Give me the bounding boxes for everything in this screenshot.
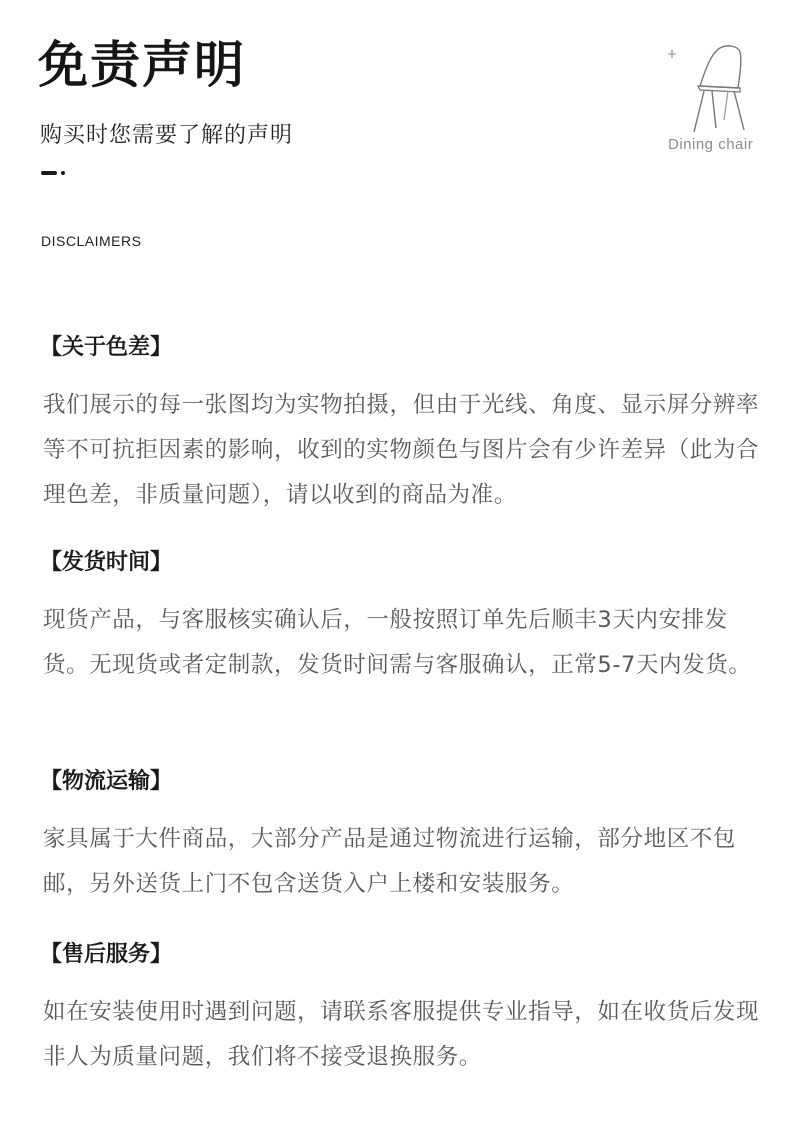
section-heading: 【关于色差】 — [40, 335, 173, 360]
section-body: 如在安装使用时遇到问题，请联系客服提供专业指导，如在收货后发现非人为质量问题，我们将不接受退换服务。 — [43, 999, 760, 1070]
page-title: 免责声明 — [38, 36, 246, 94]
page-subtitle: 购买时您需要了解的声明 — [40, 123, 294, 148]
divider-dash — [41, 171, 57, 175]
section-heading: 【物流运输】 — [40, 769, 173, 794]
section-color-difference — [40, 333, 770, 518]
english-label: DISCLAIMERS — [41, 233, 142, 249]
section-body: 现货产品，与客服核实确认后，一般按照订单先后顺丰3天内安排发货。无现货或者定制款，发货时间需与客服确认，正常5-7天内发货。 — [43, 607, 752, 678]
section-shipping-time — [40, 548, 770, 688]
section-logistics — [40, 767, 770, 907]
section-heading: 【售后服务】 — [40, 942, 173, 967]
section-body: 家具属于大件商品，大部分产品是通过物流进行运输，部分地区不包邮，另外送货上门不包含送货入户上楼和安装服务。 — [43, 826, 737, 897]
divider-dot — [61, 171, 65, 175]
chair-caption: Dining chair — [668, 136, 754, 153]
section-heading: 【发货时间】 — [40, 550, 173, 575]
section-body: 我们展示的每一张图均为实物拍摄，但由于光线、角度、显示屏分辨率等不可抗拒因素的影响，收到的实物颜色与图片会有少许差异（此为合理色差，非质量问题），请以收到的商品为准。 — [43, 392, 760, 508]
section-after-sales — [40, 940, 770, 1080]
